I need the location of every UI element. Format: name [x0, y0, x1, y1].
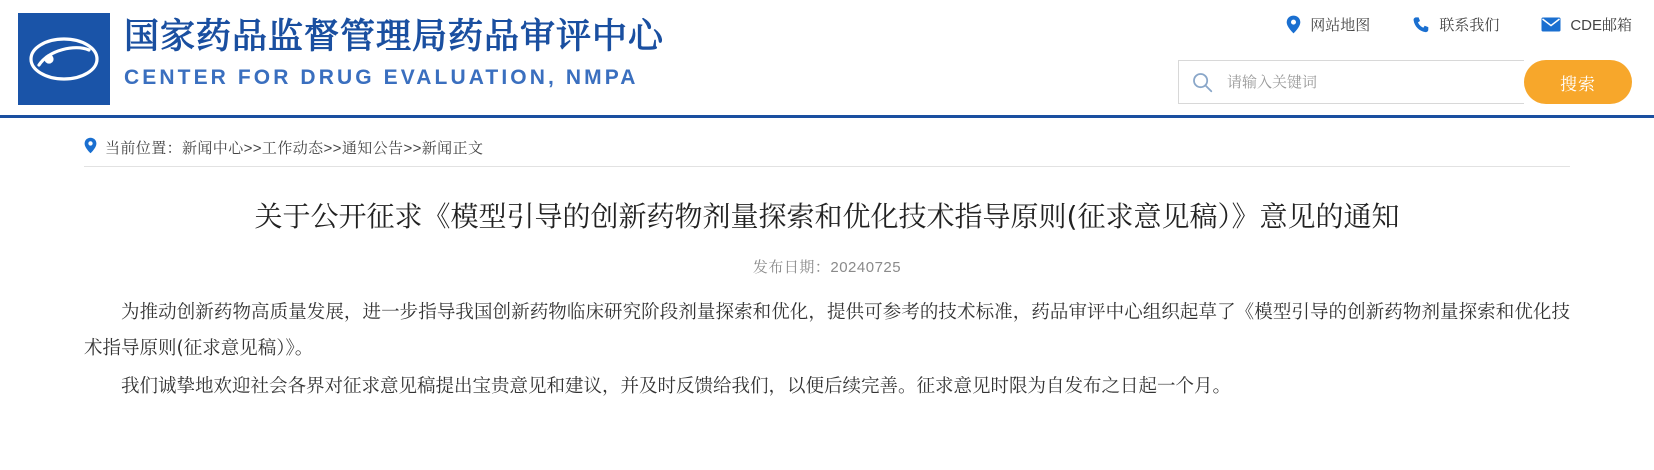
breadcrumb-divider — [84, 166, 1570, 167]
breadcrumb — [0, 118, 1654, 157]
site-title-en: CENTER FOR DRUG EVALUATION, NMPA — [124, 66, 639, 89]
search-input[interactable] — [1225, 61, 1509, 103]
mail-icon — [1541, 17, 1561, 32]
site-title-block — [124, 14, 664, 94]
article-paragraph: 为推动创新药物高质量发展，进一步指导我国创新药物临床研究阶段剂量探索和优化，提供可参考的技术标准，药品审评中心组织起草了《模型引导的创新药物剂量探索和优化技术指导原则(征求意见稿）》。 — [84, 302, 1570, 359]
top-link-sitemap[interactable] — [1286, 14, 1370, 35]
publish-date: 发布日期：20240725 — [752, 259, 902, 276]
top-link-label: 网站地图 — [1310, 17, 1371, 34]
phone-icon — [1412, 16, 1430, 34]
location-pin-icon — [84, 137, 97, 158]
cde-logo[interactable] — [18, 13, 110, 105]
top-link-label: 联系我们 — [1439, 17, 1500, 34]
top-link-list — [1286, 14, 1632, 35]
breadcrumb-text[interactable]: 当前位置：新闻中心>>工作动态>>通知公告>>新闻正文 — [105, 139, 484, 157]
top-link-mail[interactable] — [1541, 14, 1632, 35]
search-input-wrapper[interactable] — [1178, 60, 1524, 104]
article — [0, 195, 1654, 405]
search-button[interactable]: 搜索 — [1524, 60, 1632, 104]
search-icon — [1179, 72, 1225, 93]
search-bar — [1178, 60, 1632, 104]
top-link-contact[interactable] — [1412, 14, 1499, 35]
article-body — [84, 295, 1570, 405]
page-body — [0, 118, 1654, 405]
location-pin-icon — [1286, 15, 1301, 34]
site-header — [0, 0, 1654, 118]
article-paragraph: 我们诚挚地欢迎社会各界对征求意见稿提出宝贵意见和建议，并及时反馈给我们，以便后续完善。征求意见时限为自发布之日起一个月。 — [121, 376, 1232, 397]
site-title-cn: 国家药品监督管理局药品审评中心 — [124, 17, 665, 57]
top-link-label: CDE邮箱 — [1570, 17, 1632, 34]
logo-mark-icon — [27, 34, 101, 84]
page-title: 关于公开征求《模型引导的创新药物剂量探索和优化技术指导原则(征求意见稿）》意见的通知 — [254, 200, 1400, 233]
